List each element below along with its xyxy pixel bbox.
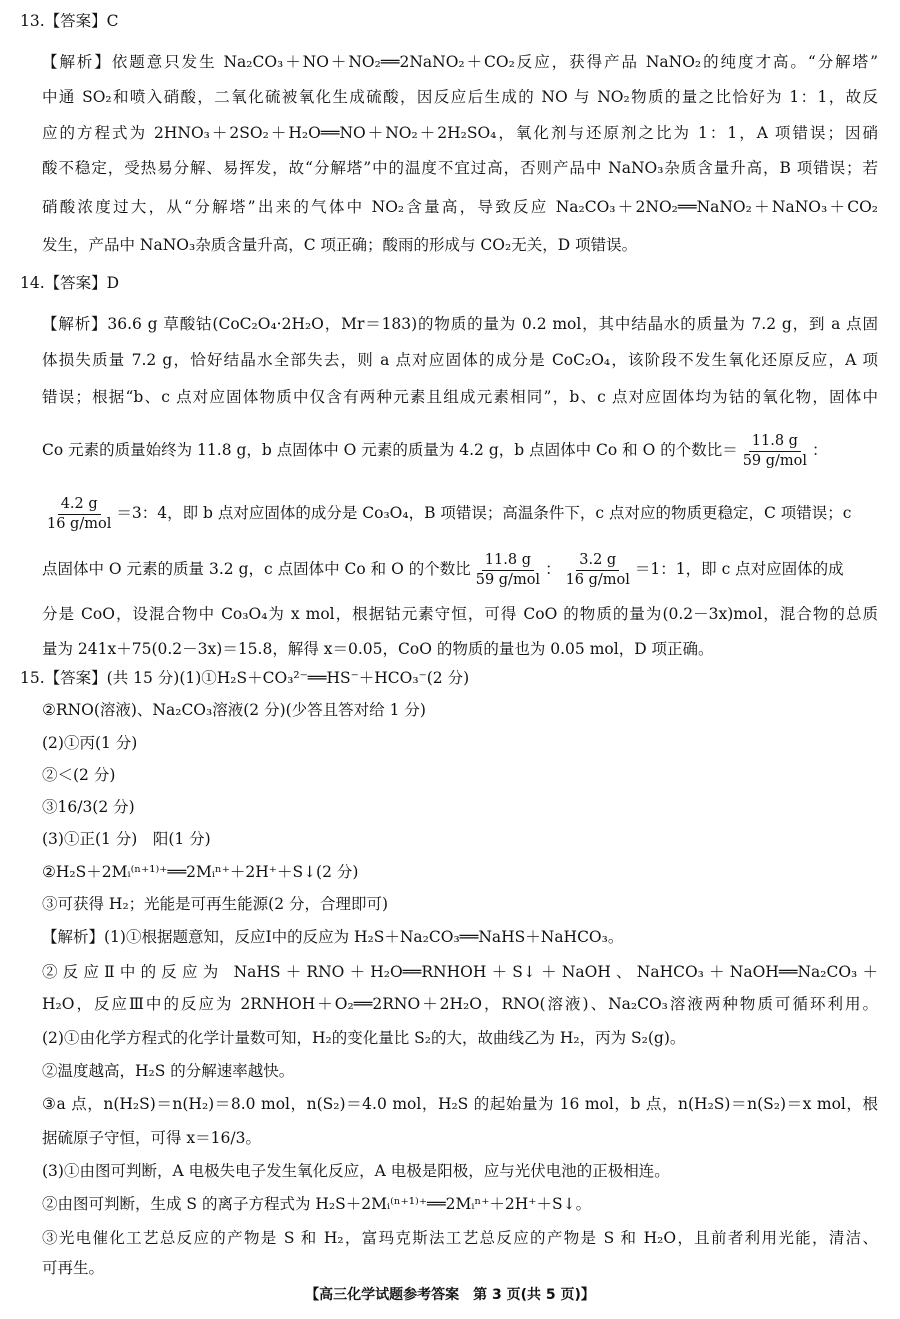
fraction-denominator: 59 g/mol — [742, 452, 808, 469]
q15-analysis-line-11: 可再生。 — [42, 1259, 105, 1277]
page-footer: 【高三化学试题参考答案 第 3 页(共 5 页)】 — [305, 1287, 595, 1303]
q14-line-6 — [42, 547, 878, 591]
q15-answer-line-6: ②H₂S＋2Mᵢ⁽ⁿ⁺¹⁾⁺══2Mᵢⁿ⁺＋2H⁺＋S↓(2 分) — [42, 863, 359, 881]
fraction-denominator: 16 g/mol — [565, 571, 630, 588]
q15-analysis-line-8: (3)①由图可判断，A 电极失电子发生氧化反应，A 电极是阳极，应与光伏电池的正极相连。 — [42, 1162, 670, 1180]
fraction-numerator: 11.8 g — [482, 551, 534, 571]
q15-answer-line-7: ③可获得 H₂；光能是可再生能源(2 分，合理即可) — [42, 895, 389, 913]
q15-answer-line-3: ②＜(2 分) — [42, 766, 116, 784]
q15-answer: 15.【答案】(共 15 分)(1)①H₂S＋CO₃²⁻══HS⁻＋HCO₃⁻(2 分) — [20, 669, 470, 687]
q14-line-4 — [42, 428, 878, 472]
q13-line-6: 发生，产品中 NaNO₃杂质含量升高，C 项正确；酸雨的形成与 CO₂无关，D 项错误。 — [42, 236, 638, 254]
fraction — [473, 551, 543, 590]
q13-line-2: 中通 SO₂和喷入硝酸，二氧化硫被氧化生成硫酸，因反应后生成的 NO 与 NO₂物质的量之比恰好为 1：1，故反 — [42, 88, 878, 106]
q14-line-6-text: 点固体中 O 元素的质量 3.2 g，c 点固体中 Co 和 O 的个数比 — [42, 560, 471, 578]
fraction — [44, 495, 114, 534]
ratio-colon: ： — [545, 560, 561, 578]
q14-line-3: 错误；根据“b、c 点对应固体物质中仅含有两种元素且组成元素相同”，b、c 点对应固体均为钴的氧化物，固体中 — [42, 388, 878, 406]
q14-line-5-text: ＝3：4，即 b 点对应固体的成分是 Co₃O₄，B 项错误；高温条件下，c 点对应的物质更稳定，C 项错误；c — [116, 504, 852, 522]
q13-line-4: 酸不稳定，受热易分解、易挥发，故“分解塔”中的温度不宜过高，否则产品中 NaNO₃杂质含量升高，B 项错误；若 — [42, 159, 878, 177]
q15-answer-line-1: ②RNO(溶液)、Na₂CO₃溶液(2 分)(少答且答对给 1 分) — [42, 701, 426, 719]
fraction-denominator: 59 g/mol — [475, 571, 541, 588]
q13-line-1: 【解析】依题意只发生 Na₂CO₃＋NO＋NO₂══2NaNO₂＋CO₂反应，获得产品 NaNO₂的纯度才高。“分解塔” — [42, 53, 878, 71]
q15-analysis-line-4: (2)①由化学方程式的化学计量数可知，H₂的变化量比 S₂的大，故曲线乙为 H₂，丙为 S₂(g)。 — [42, 1029, 686, 1047]
fraction — [740, 432, 810, 471]
q14-line-2: 体损失质量 7.2 g，恰好结晶水全部失去，则 a 点对应固体的成分是 CoC₂O₄，该阶段不发生氧化还原反应，A 项 — [42, 351, 878, 369]
q15-answer-line-2: (2)①丙(1 分) — [42, 734, 138, 752]
q14-line-6-tail: ＝1：1，即 c 点对应固体的成 — [634, 560, 844, 578]
q15-analysis-line-1: 【解析】(1)①根据题意知，反应Ⅰ中的反应为 H₂S＋Na₂CO₃══NaHS＋NaHCO₃。 — [42, 928, 624, 946]
q15-analysis-line-6: ③a 点，n(H₂S)＝n(H₂)＝8.0 mol，n(S₂)＝4.0 mol，H₂S 的起始量为 16 mol，b 点，n(H₂S)＝n(S₂)＝x mol，根 — [42, 1095, 878, 1113]
q15-answer-line-5: (3)①正(1 分) 阳(1 分) — [42, 830, 211, 848]
fraction-numerator: 4.2 g — [58, 495, 101, 515]
q14-answer: 14.【答案】D — [20, 274, 120, 292]
q14-line-8: 量为 241x＋75(0.2－3x)＝15.8，解得 x＝0.05，CoO 的物质的量也为 0.05 mol，D 项正确。 — [42, 640, 714, 658]
q13-line-5: 硝酸浓度过大，从“分解塔”出来的气体中 NO₂含量高，导致反应 Na₂CO₃＋2NO₂══NaNO₂＋NaNO₃＋CO₂ — [42, 198, 878, 216]
fraction — [563, 551, 633, 590]
q15-analysis-line-3: H₂O，反应Ⅲ中的反应为 2RNHOH＋O₂══2RNO＋2H₂O，RNO(溶液)、Na₂CO₃溶液两种物质可循环利用。 — [42, 995, 878, 1013]
q15-analysis-line-7: 据硫原子守恒，可得 x＝16/3。 — [42, 1129, 261, 1147]
fraction-numerator: 11.8 g — [749, 432, 801, 452]
q14-line-4-text: Co 元素的质量始终为 11.8 g，b 点固体中 O 元素的质量为 4.2 g，b 点固体中 Co 和 O 的个数比＝ — [42, 441, 738, 459]
q13-line-3: 应的方程式为 2HNO₃＋2SO₂＋H₂O══NO＋NO₂＋2H₂SO₄，氧化剂与还原剂之比为 1：1，A 项错误；因硝 — [42, 124, 878, 142]
q13-answer: 13.【答案】C — [20, 12, 119, 30]
q15-analysis-line-9: ②由图可判断，生成 S 的离子方程式为 H₂S＋2Mᵢ⁽ⁿ⁺¹⁾⁺══2Mᵢⁿ⁺＋2H⁺＋S↓。 — [42, 1195, 592, 1213]
q14-line-7: 分是 CoO，设混合物中 Co₃O₄为 x mol，根据钴元素守恒，可得 CoO 的物质的量为(0.2－3x)mol，混合物的总质 — [42, 605, 878, 623]
q15-analysis-line-5: ②温度越高，H₂S 的分解速率越快。 — [42, 1062, 295, 1080]
fraction-numerator: 3.2 g — [576, 551, 619, 571]
q14-line-5 — [42, 491, 878, 535]
q14-line-1: 【解析】36.6 g 草酸钴(CoC₂O₄·2H₂O，Mr＝183)的物质的量为 0.2 mol，其中结晶水的质量为 7.2 g，到 a 点固 — [42, 315, 878, 333]
q15-answer-line-4: ③16/3(2 分) — [42, 798, 135, 816]
q15-analysis-line-10: ③光电催化工艺总反应的产物是 S 和 H₂，富玛克斯法工艺总反应的产物是 S 和 H₂O，且前者利用光能，清洁、 — [42, 1229, 878, 1247]
q15-analysis-line-2: ②反应Ⅱ中的反应为 NaHS＋RNO＋H₂O══RNHOH＋S↓＋NaOH、NaHCO₃＋NaOH══Na₂CO₃＋ — [42, 963, 878, 981]
fraction-denominator: 16 g/mol — [47, 515, 112, 532]
ratio-colon: ： — [812, 441, 828, 459]
